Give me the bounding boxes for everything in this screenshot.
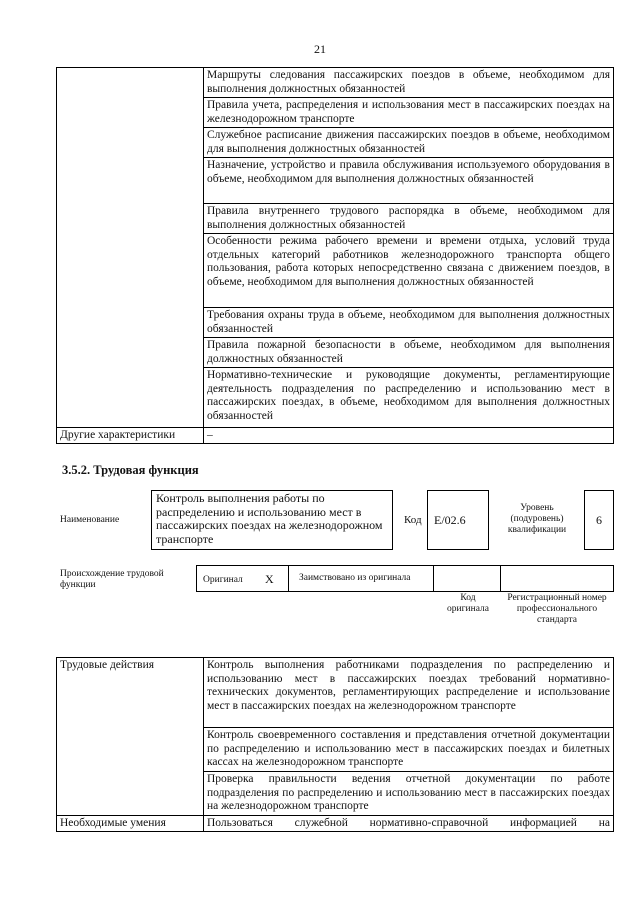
level-value-box: 6: [584, 490, 614, 550]
knowledge-table: [56, 67, 614, 444]
actions-label: Трудовые действия: [57, 658, 204, 816]
knowledge-row: Требования охраны труда в объеме, необходимом для выполнения должностных обязанностей: [204, 308, 614, 338]
original-label: Оригинал: [203, 575, 243, 585]
other-characteristics-label: Другие характеристики: [57, 428, 204, 444]
origin-label: Происхождение трудовой функции: [60, 569, 164, 590]
skills-label: Необходимые умения: [57, 816, 204, 832]
code-original-label: Код оригинала: [447, 593, 489, 614]
knowledge-row: Особенности режима рабочего времени и времени отдыха, условий труда отдельных категорий работников железнодорожного транспорта общего пользования, работа которых непосредственно связана с движением поездов, в объеме, необходимом для выполнения должностных обязанностей: [204, 234, 614, 308]
page-number: 21: [314, 42, 326, 56]
knowledge-row: Правила пожарной безопасности в объеме, необходимом для выполнения должностных обязанностей: [204, 338, 614, 368]
action-row: Контроль выполнения работниками подразделения по распределению и использованию мест в пассажирских поездах требований нормативно-технических документов, регламентирующих распределение и использование мест в пассажирских поездах на железнодорожном транспорте: [204, 658, 614, 728]
borrowed-box: [288, 565, 434, 592]
knowledge-row: Нормативно-технические и руководящие документы, регламентирующие деятельность подразделения по распределению и использованию мест в пассажирских поездах, в объеме, необходимом для выполнения должностных обязанностей: [204, 368, 614, 428]
knowledge-label-cell: [57, 68, 204, 428]
reg-number-box: [500, 565, 614, 592]
action-row: Проверка правильности ведения отчетной документации по работе подразделения по распределению и использованию мест в пассажирских поездах на железнодорожном транспорте: [204, 772, 614, 816]
name-label: Наименование: [60, 515, 120, 525]
knowledge-row: Правила внутреннего трудового распорядка в объеме, необходимом для выполнения должностных обязанностей: [204, 204, 614, 234]
knowledge-row: Правила учета, распределения и использования мест в пассажирских поездах на железнодорожном транспорте: [204, 98, 614, 128]
knowledge-row: Назначение, устройство и правила обслуживания используемого оборудования в объеме, необходимом для выполнения должностных обязанностей: [204, 158, 614, 204]
action-row: Контроль своевременного составления и представления отчетной документации по распределению и использованию мест в пассажирских поездах и билетных кассах на железнодорожном транспорте: [204, 728, 614, 772]
code-label: Код: [404, 514, 422, 526]
knowledge-row: Маршруты следования пассажирских поездов в объеме, необходимом для выполнения должностных обязанностей: [204, 68, 614, 98]
reg-number-label: Регистрационный номер профессионального стандарта: [507, 593, 607, 625]
code-original-box: [433, 565, 501, 592]
level-label: Уровень (подуровень) квалификации: [507, 503, 567, 535]
original-box: [196, 565, 289, 592]
knowledge-row: Служебное расписание движения пассажирских поездов в объеме, необходимом для выполнения должностных обязанностей: [204, 128, 614, 158]
code-value-box: E/02.6: [427, 490, 489, 550]
original-mark: X: [265, 572, 274, 586]
skill-row: Пользоваться служебной нормативно-справочной информацией на: [204, 816, 614, 832]
labor-function-table: [56, 657, 614, 832]
borrowed-label: Заимствовано из оригинала: [299, 573, 411, 583]
other-characteristics-value: –: [204, 428, 614, 444]
function-name-box: Контроль выполнения работы по распределению и использованию мест в пассажирских поездах на железнодорожном транспорте: [151, 490, 393, 550]
section-heading: 3.5.2. Трудовая функция: [62, 463, 199, 477]
